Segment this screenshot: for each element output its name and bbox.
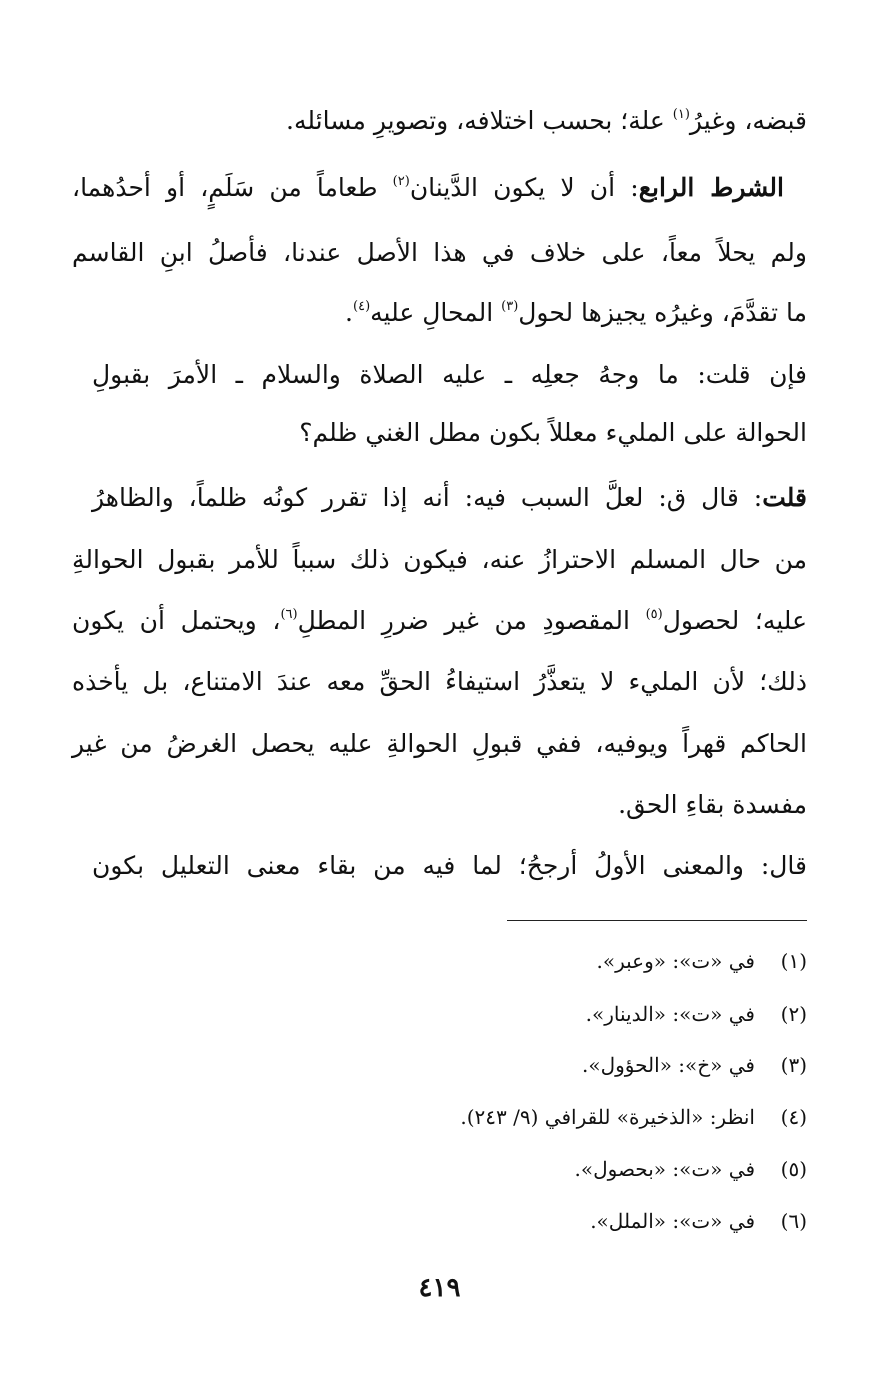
- footnote-text: في «ت»: «وعبر».: [596, 949, 755, 973]
- footnote-3: [72, 1050, 807, 1080]
- text-segment: ما تقدَّمَ، وغيرُه يجيزها لحول: [518, 298, 807, 327]
- footnote-text: في «ت»: «بحصول».: [574, 1157, 755, 1181]
- text-line-6: [72, 413, 807, 453]
- text-line-3: [72, 233, 807, 273]
- text-line-4: [72, 293, 807, 333]
- text-line-13: [92, 846, 807, 886]
- footnote-ref-3[interactable]: (٣): [501, 299, 519, 314]
- text-segment: المقصودِ من غير ضررِ المطلِ: [297, 606, 646, 635]
- footnote-2: [72, 999, 807, 1029]
- text-segment: قال: والمعنى الأولُ أرجحُ؛ لما فيه من بقاء معنى التعليل بكون: [92, 851, 807, 880]
- footnote-5: [72, 1154, 807, 1184]
- footnote-4: [72, 1102, 807, 1132]
- footnote-ref-2[interactable]: (٢): [392, 174, 410, 189]
- text-line-12: [72, 785, 807, 825]
- footnote-ref-5[interactable]: (٥): [645, 607, 663, 622]
- text-segment: الحاكم قهراً ويوفيه، ففي قبولِ الحوالةِ عليه يحصل الغرضُ من غير: [72, 729, 807, 758]
- text-line-2: [72, 168, 784, 208]
- text-segment: فإن قلت: ما وجهُ جعلِه ـ عليه الصلاة والسلام ـ الأمرَ بقبولِ: [92, 360, 807, 389]
- footnote-6: [72, 1206, 807, 1236]
- footnote-ref-4[interactable]: (٤): [353, 299, 371, 314]
- footnote-number: (١): [780, 949, 807, 973]
- footnote-text: في «ت»: «الدينار».: [585, 1002, 755, 1026]
- footnote-text: في «خ»: «الحؤول».: [582, 1053, 755, 1077]
- text-line-9: [72, 601, 807, 641]
- text-segment: طعاماً من سَلَمٍ، أو أحدُهما،: [72, 173, 393, 202]
- footnote-number: (٢): [780, 1002, 807, 1026]
- footnote-ref-1[interactable]: (١): [672, 107, 690, 122]
- footnote-number: (٣): [780, 1053, 807, 1077]
- text-segment: من حال المسلم الاحترازُ عنه، فيكون ذلك سبباً للأمر بقبول الحوالةِ: [72, 545, 807, 574]
- footnote-number: (٦): [780, 1209, 807, 1233]
- text-line-1: [72, 101, 807, 141]
- text-line-10: [72, 662, 807, 702]
- page-number: ٤١٩: [418, 1273, 461, 1303]
- section-heading: قلت: [762, 483, 807, 512]
- text-segment: عليه؛ لحصول: [662, 606, 807, 635]
- text-segment: ذلك؛ لأن المليء لا يتعذَّرُ استيفاءُ الحقِّ معه عندَ الامتناع، بل يأخذه: [72, 667, 807, 696]
- footnote-number: (٤): [780, 1105, 807, 1129]
- text-line-5: [92, 355, 807, 395]
- text-segment: قبضه، وغيرُ: [689, 106, 807, 135]
- text-segment: ، ويحتمل أن يكون: [72, 606, 281, 635]
- footnote-separator: [507, 920, 807, 921]
- text-segment: علة؛ بحسب اختلافه، وتصويرِ مسائله.: [286, 106, 673, 135]
- footnote-text: في «ت»: «الملل».: [590, 1209, 755, 1233]
- text-segment: الحوالة على المليء معللاً بكون مطل الغني ظلم؟: [299, 418, 807, 447]
- footnote-number: (٥): [780, 1157, 807, 1181]
- text-segment: .: [345, 298, 353, 327]
- text-line-11: [72, 724, 807, 764]
- footnote-text: انظر: «الذخيرة» للقرافي (٩/ ٢٤٣).: [460, 1105, 755, 1129]
- text-line-7: [92, 478, 807, 518]
- text-line-8: [72, 540, 807, 580]
- text-segment: ولم يحلاً معاً، على خلاف في هذا الأصل عندنا، فأصلُ ابنِ القاسم: [72, 238, 807, 267]
- footnote-ref-6[interactable]: (٦): [280, 607, 298, 622]
- text-segment: مفسدة بقاءِ الحق.: [618, 790, 807, 819]
- footnote-1: [72, 946, 807, 976]
- text-segment: : أن لا يكون الدَّينان: [409, 173, 639, 202]
- section-heading: الشرط الرابع: [638, 173, 784, 202]
- text-segment: المحالِ عليه: [370, 298, 502, 327]
- text-segment: : قال ق: لعلَّ السبب فيه: أنه إذا تقرر كونُه ظلماً، والظاهرُ: [92, 483, 763, 512]
